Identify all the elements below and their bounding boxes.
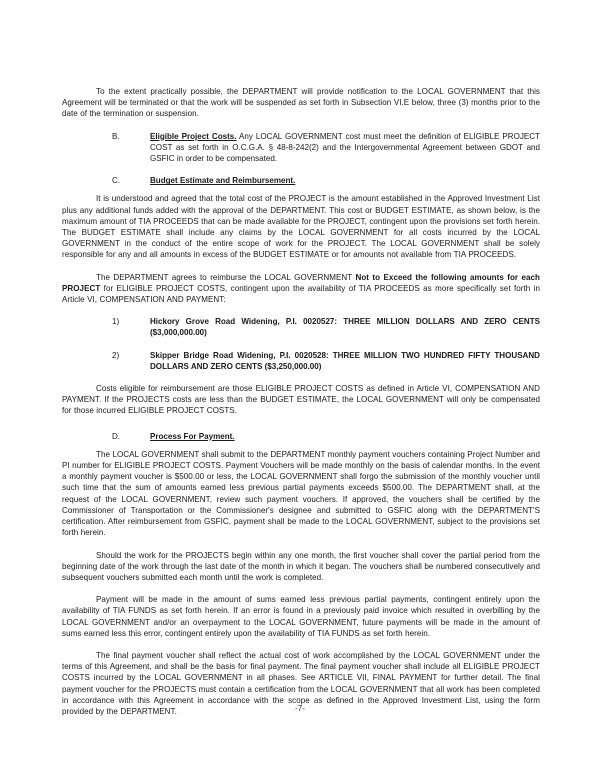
spacer: [62, 261, 540, 272]
spacer: [62, 372, 540, 383]
section-d-letter: D.: [112, 431, 121, 441]
page-number: -7-: [295, 704, 305, 713]
spacer: [62, 583, 540, 594]
spacer: [62, 639, 540, 650]
project-item-marker: 2): [112, 350, 120, 360]
section-d: [62, 431, 540, 442]
paragraph-reimburse: [62, 272, 540, 306]
spacer: [62, 442, 540, 449]
section-b-body: Any LOCAL GOVERNMENT cost must meet the definition of ELIGIBLE PROJECT COST as set forth in O.C.G.A. § 48-8-242(2) and the Intergovernmental Agreement between GDOT and GSFIC in order to be compensated.: [150, 131, 540, 164]
project-item: [62, 350, 540, 372]
project-item: [62, 316, 540, 338]
project-item-text: Skipper Bridge Road Widening, P.I. 0020528: THREE MILLION TWO HUNDRED FIFTY THOUSAND DOLLARS AND ZERO CENTS ($3,250,000.00): [150, 350, 540, 371]
document-body: [62, 86, 540, 717]
project-item-text: Hickory Grove Road Widening, P.I. 0020527: THREE MILLION DOLLARS AND ZERO CENTS ($3,000,000.00): [150, 317, 540, 338]
paragraph-intro: To the extent practically possible, the DEPARTMENT will provide notification to the LOCAL GOVERNMENT that this Agreement will be terminated or that the work will be suspended as set forth in Subsection VI.E below, three (3) months prior to the date of the termination or suspension.: [62, 87, 540, 119]
spacer: [62, 339, 540, 350]
paragraph-final-voucher: The final payment voucher shall reflect the actual cost of work accomplished by the LOCAL GOVERNMENT under the terms of this Agreement, and shall be the basis for final payment. The final payment voucher shall include all ELIGIBLE PROJECT COSTS incurred by the LOCAL GOVERNMENT in all phases. See ARTICLE VII, FINAL PAYMENT for further detail. The final payment voucher for the PROJECTS must contain a certification from the LOCAL GOVERNMENT that all work has been completed in accordance with this Agreement in accordance with the scope as defined in the Approved Investment List, using the form provided by the DEPARTMENT.: [62, 650, 540, 716]
section-d-title: Process For Payment.: [150, 431, 235, 441]
section-c-title: Budget Estimate and Reimbursement.: [150, 176, 296, 186]
paragraph-partial-period: Should the work for the PROJECTS begin within any one month, the first voucher shall cover the partial period from the beginning date of the work through the last date of the month in which it began. The vouchers shall be numbered consecutively and subsequent vouchers submitted each month until the work is completed.: [62, 550, 540, 582]
spacer: [62, 164, 540, 175]
reimburse-bold: Not to Exceed the following amounts for each PROJECT: [62, 272, 540, 293]
paragraph-payment-sums: Payment will be made in the amount of sums earned less previous partial payments, contingent entirely upon the availability of TIA FUNDS as set forth herein. If an error is found in a previously paid invoice which resulted in overbilling by the LOCAL GOVERNMENT and/or an overpayment to the LOCAL GOVERNMENT, future payments will be made in the amount of sums earned less this error, contingent entirely upon the availability of TIA FUNDS as set forth herein.: [62, 595, 540, 638]
spacer: [62, 417, 540, 431]
section-c-letter: C.: [112, 176, 121, 186]
paragraph-costs-eligible: Costs eligible for reimbursement are those ELIGIBLE PROJECT COSTS as defined in Article VI, COMPENSATION AND PAYMENT. If the PROJECTS costs are less than the BUDGET ESTIMATE, the LOCAL GOVERNMENT will only be compensated for those incurred ELIGIBLE PROJECT COSTS.: [62, 384, 540, 416]
section-b-title: Eligible Project Costs.: [150, 131, 237, 141]
paragraph-budget-body: It is understood and agreed that the total cost of the PROJECT is the amount established in the Approved Investment List plus any additional funds added with the approval of the DEPARTMENT. This cost or BUDGET ESTIMATE, as shown below, is the maximum amount of TIA PROCEEDS that can be made available for the PROJECT, contingent upon the provisions set forth herein. The BUDGET ESTIMATE shall include any claims by the LOCAL GOVERNMENT for all costs incurred by the LOCAL GOVERNMENT in the conduct of the entire scope of work for the PROJECT. The LOCAL GOVERNMENT shall be solely responsible for any and all amounts in excess of the BUDGET ESTIMATE or for amounts not available from TIA PROCEEDS.: [62, 194, 540, 260]
spacer: [62, 186, 540, 193]
project-item-marker: 1): [112, 317, 120, 327]
reimburse-tail: for ELIGIBLE PROJECT COSTS, contingent upon the availability of TIA PROCEEDS as more specifically set forth in Article VI, COMPENSATION AND PAYMENT:: [62, 283, 540, 305]
reimburse-lead: The DEPARTMENT agrees to reimburse the LOCAL GOVERNMENT: [96, 272, 356, 282]
section-b-letter: B.: [112, 131, 120, 141]
spacer: [62, 120, 540, 131]
spacer: [62, 539, 540, 550]
section-c: [62, 175, 540, 186]
spacer: [62, 305, 540, 316]
section-b: [62, 131, 540, 165]
paragraph-process-body: The LOCAL GOVERNMENT shall submit to the DEPARTMENT monthly payment vouchers containing Project Number and PI number for ELIGIBLE PROJECT COSTS. Payment Vouchers will be made monthly on the basis of calendar months. In the event a monthly payment voucher is $500.00 or less, the LOCAL GOVERNMENT shall forgo the submission of the monthly voucher until such time that the sum of amounts earned less previous partial payments exceeds $500.00. The DEPARTMENT shall, at the request of the LOCAL GOVERNMENT, review such payment vouchers. If approved, the vouchers shall be certified by the Commissioner of Transportation or the Commissioner's designee and submitted to GSFIC along with the DEPARTMENT'S certification. After reimbursement from GSFIC, payment shall be made to the LOCAL GOVERNMENT, subject to the provisions set forth herein.: [62, 449, 540, 538]
